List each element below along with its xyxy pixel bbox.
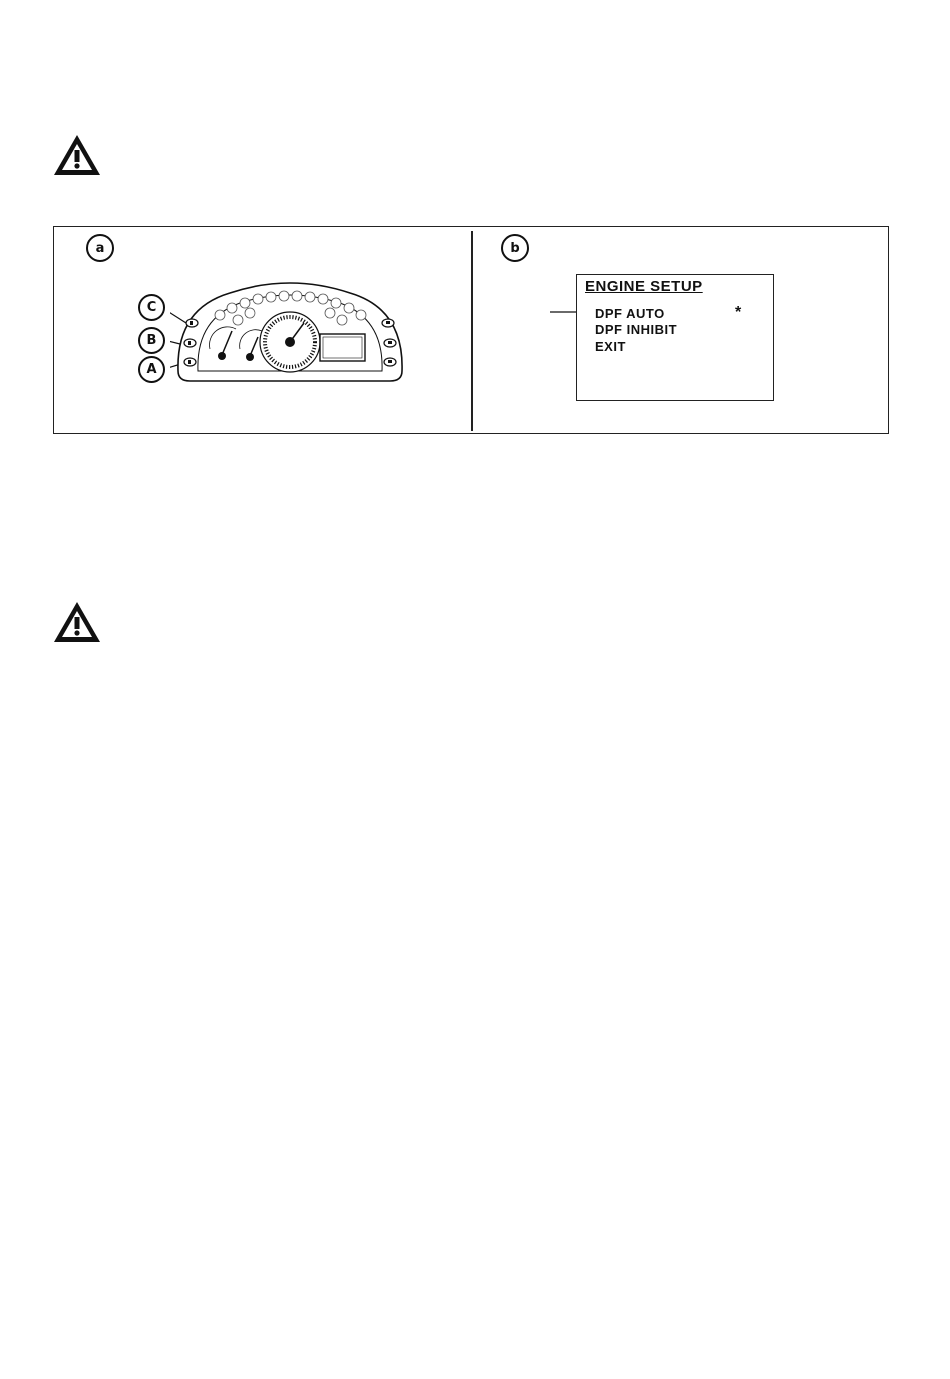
panel-label-a: a — [86, 234, 114, 262]
menu-item-dpf-inhibit: DPF INHIBIT — [595, 322, 678, 337]
menu-item-exit: EXIT — [595, 339, 626, 354]
panel-divider — [471, 231, 473, 431]
screen-title: ENGINE SETUP — [585, 278, 703, 295]
selected-marker: * — [735, 304, 742, 321]
engine-setup-screen — [576, 274, 774, 401]
instrument-cluster-illustration — [170, 279, 410, 389]
panel-label-b: b — [501, 234, 529, 262]
callout-a: A — [138, 356, 165, 383]
callout-c: C — [138, 294, 165, 321]
warning-triangle-icon — [52, 600, 102, 644]
figure-instrument-and-engine-setup — [53, 226, 889, 434]
menu-item-dpf-auto: DPF AUTO — [595, 306, 665, 321]
callout-b: B — [138, 327, 165, 354]
warning-triangle-icon — [52, 133, 102, 177]
